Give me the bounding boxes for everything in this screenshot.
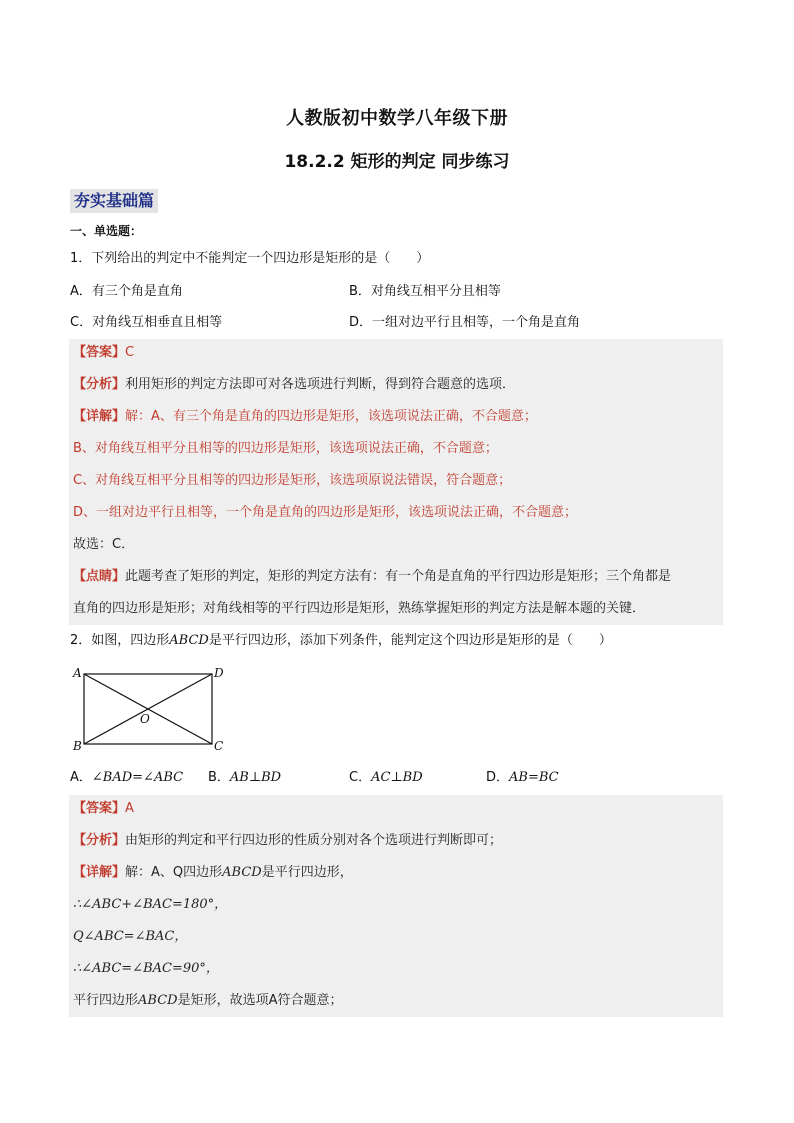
comment-text: 此题考查了矩形的判定，矩形的判定方法有：有一个角是直角的平行四边形是矩形；三个角都是 xyxy=(125,569,672,584)
analysis-tag: 【分析】 xyxy=(73,377,126,392)
q1-answer xyxy=(73,343,134,363)
option-text: AC⊥BD xyxy=(371,770,423,785)
q1-comment-2: 直角的四边形是矩形；对角线相等的平行四边形是矩形，熟练掌握矩形的判定方法是解本题的关键． xyxy=(73,601,646,616)
q2-analysis xyxy=(73,831,502,851)
section-heading: 夯实基础篇 xyxy=(70,189,158,213)
option-letter: B． xyxy=(208,770,230,785)
option-text: AB=BC xyxy=(509,770,559,785)
q2-stem-prefix: 2．如图，四边形 xyxy=(70,633,170,648)
q2-stem xyxy=(70,631,612,651)
answer-value: C xyxy=(125,345,135,360)
label-b: B xyxy=(73,739,82,753)
answer-tag: 【答案】 xyxy=(73,345,126,360)
analysis-text: 由矩形的判定和平行四边形的性质分别对各个选项进行判断即可； xyxy=(125,833,503,848)
q2-detail-4: ∴∠ABC=∠BAC=90°， xyxy=(73,961,219,976)
page-title: 人教版初中数学八年级下册 xyxy=(286,108,508,129)
q2-answer xyxy=(73,799,134,819)
detail-var: ABCD xyxy=(222,865,262,880)
q1-stem: 1．下列给出的判定中不能判定一个四边形是矩形的是（ ） xyxy=(70,251,430,266)
q1-analysis xyxy=(73,375,515,395)
option-text: ∠BAD=∠ABC xyxy=(91,770,184,785)
answer-tag: 【答案】 xyxy=(73,801,126,816)
label-a: A xyxy=(73,666,82,680)
detail-var: ABCD xyxy=(138,993,178,1008)
analysis-text: 利用矩形的判定方法即可对各选项进行判断，得到符合题意的选项． xyxy=(125,377,516,392)
detail-tag: 【详解】 xyxy=(73,409,126,424)
q2-option-c xyxy=(349,768,423,788)
detail-text: 解：A、有三个角是直角的四边形是矩形，该选项说法正确，不合题意； xyxy=(125,409,537,424)
parallelogram-figure xyxy=(66,660,236,760)
q2-detail-5 xyxy=(73,991,342,1011)
part-heading: 一、单选题： xyxy=(70,224,143,238)
detail-end: 是矩形，故选项A符合题意； xyxy=(177,993,343,1008)
label-o: O xyxy=(140,712,150,726)
q1-detail-2: B、对角线互相平分且相等的四边形是矩形，该选项说法正确，不合题意； xyxy=(73,441,498,456)
comment-tag: 【点睛】 xyxy=(73,569,126,584)
q2-stem-suffix: 是平行四边形，添加下列条件，能判定这个四边形是矩形的是（ ） xyxy=(208,633,612,648)
label-d: D xyxy=(214,666,224,680)
q2-detail-3: Q∠ABC=∠BAC， xyxy=(73,929,188,944)
q2-option-a xyxy=(70,768,183,788)
option-text: AB⊥BD xyxy=(229,770,282,785)
detail-text: 解：A、Q四边形 xyxy=(125,865,223,880)
q1-option-b: B．对角线互相平分且相等 xyxy=(349,284,501,299)
q1-option-a: A．有三个角是直角 xyxy=(70,284,183,299)
q1-detail-3: C、对角线互相平分且相等的四边形是矩形，该选项原说法错误，符合题意； xyxy=(73,473,512,488)
q1-option-c: C．对角线互相垂直且相等 xyxy=(70,315,223,330)
q1-solution-block xyxy=(69,339,723,625)
q1-option-d: D．一组对边平行且相等，一个角是直角 xyxy=(349,315,581,330)
page-subtitle: 18.2.2 矩形的判定 同步练习 xyxy=(284,152,510,172)
q2-solution-block xyxy=(69,795,723,1017)
q1-comment-1 xyxy=(73,567,671,587)
q1-detail-1 xyxy=(73,407,537,427)
analysis-tag: 【分析】 xyxy=(73,833,126,848)
option-letter: C． xyxy=(349,770,372,785)
detail-end: 是平行四边形， xyxy=(261,865,353,880)
q2-detail-2: ∴∠ABC+∠BAC=180°， xyxy=(73,897,228,912)
option-letter: A． xyxy=(70,770,92,785)
q2-stem-var: ABCD xyxy=(169,633,209,648)
q1-detail-5: 故选：C． xyxy=(73,537,135,552)
option-letter: D． xyxy=(486,770,510,785)
detail-text: 平行四边形 xyxy=(73,993,139,1008)
q1-detail-4: D、一组对边平行且相等，一个角是直角的四边形是矩形，该选项说法正确，不合题意； xyxy=(73,505,578,520)
answer-value: A xyxy=(125,801,134,816)
detail-tag: 【详解】 xyxy=(73,865,126,880)
q2-option-d xyxy=(486,768,559,788)
q2-option-b xyxy=(208,768,281,788)
q2-detail-1 xyxy=(73,863,353,883)
label-c: C xyxy=(214,739,224,753)
